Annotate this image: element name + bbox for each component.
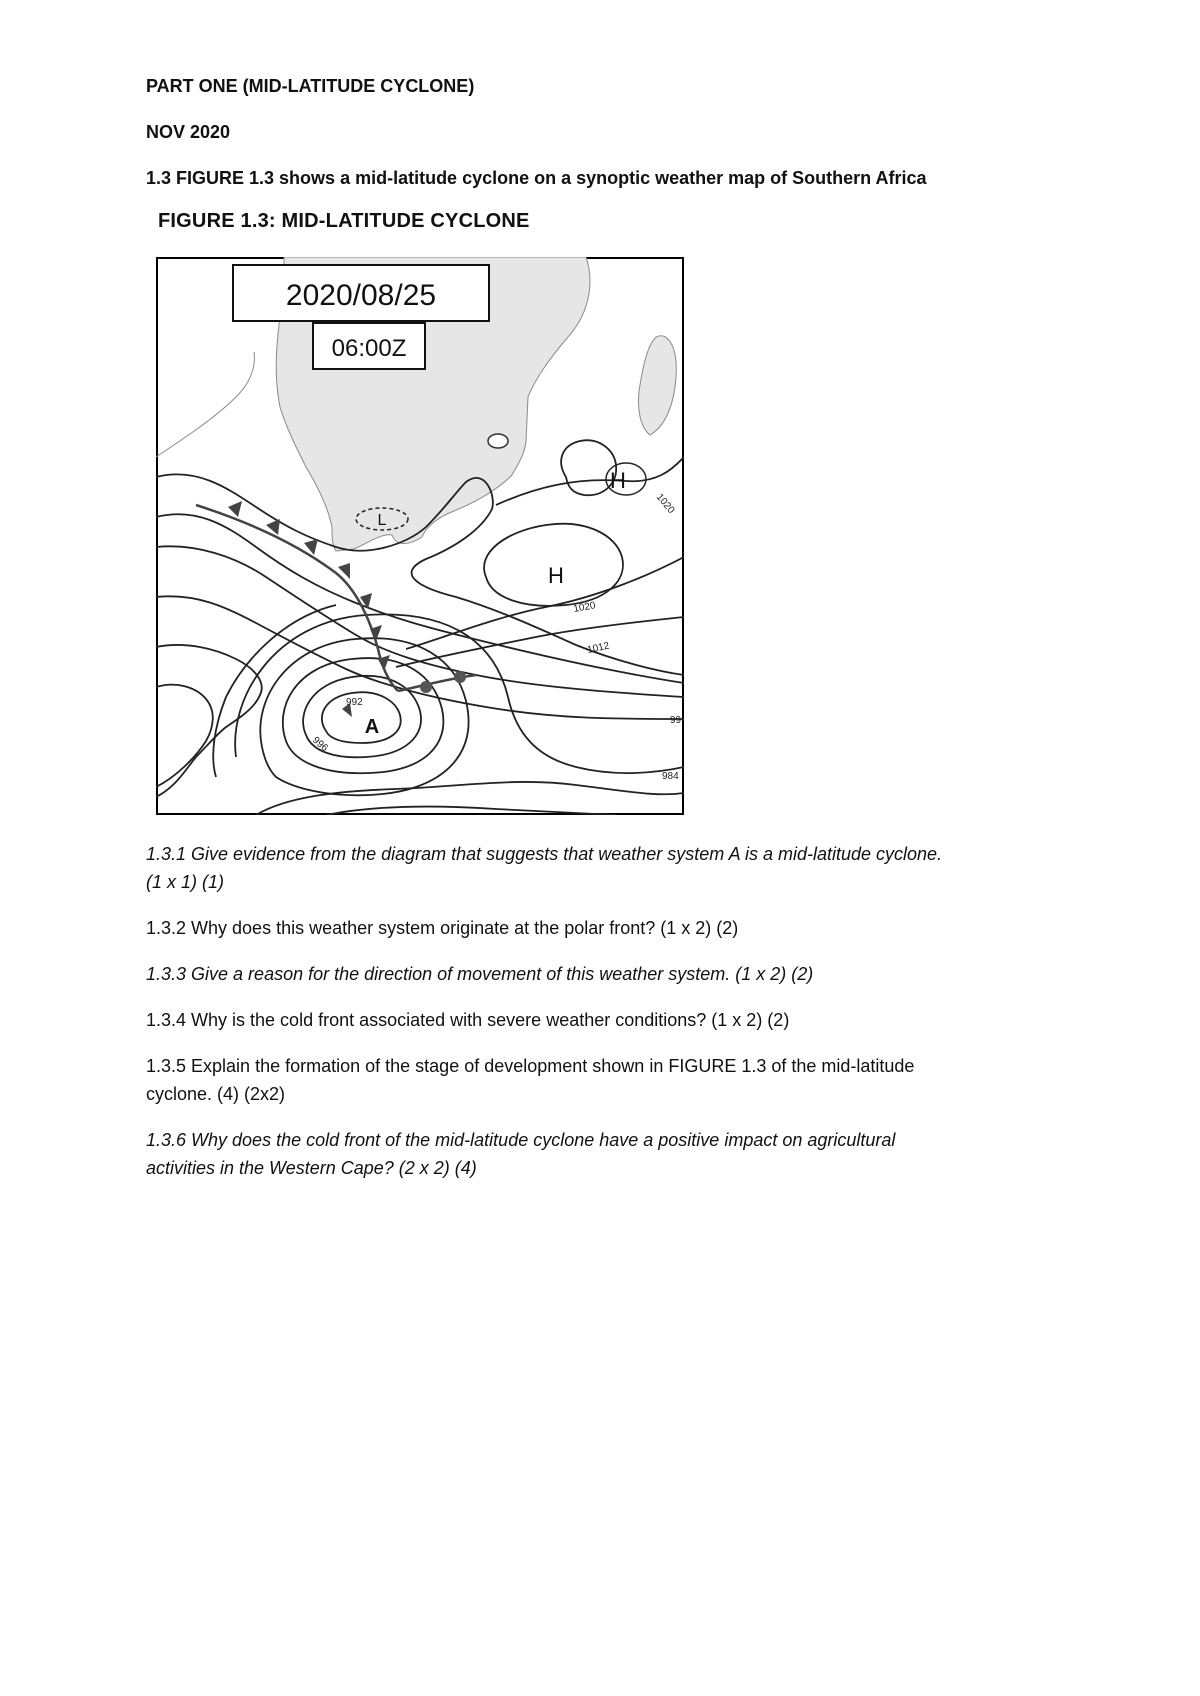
question-1-3-2: 1.3.2 Why does this weather system originate at the polar front? (1 x 2) (2) bbox=[146, 918, 739, 938]
question-1-3-5-line1: 1.3.5 Explain the formation of the stage of development shown in FIGURE 1.3 of the mid-latitude bbox=[146, 1056, 915, 1076]
question-1-3-6-line1: 1.3.6 Why does the cold front of the mid-latitude cyclone have a positive impact on agricultural bbox=[146, 1130, 896, 1150]
question-1-3-5-line2: cyclone. (4) (2x2) bbox=[146, 1084, 286, 1104]
exam-date: NOV 2020 bbox=[146, 122, 231, 142]
isobar-label-992: 992 bbox=[346, 697, 363, 708]
question-1-3-4: 1.3.4 Why is the cold front associated with severe weather conditions? (1 x 2) (2) bbox=[146, 1010, 790, 1030]
question-1-3-3: 1.3.3 Give a reason for the direction of movement of this weather system. (1 x 2) (2) bbox=[146, 964, 814, 984]
part-title: PART ONE (MID-LATITUDE CYCLONE) bbox=[146, 76, 475, 96]
high-pressure-label-center: H bbox=[548, 563, 564, 588]
system-a-label: A bbox=[364, 716, 380, 738]
synoptic-weather-map bbox=[156, 257, 684, 815]
isobar-label-1020-center: 1020 bbox=[572, 600, 597, 615]
low-pressure-label: L bbox=[377, 512, 387, 529]
question-1-3-1-marks: (1 x 1) (1) bbox=[146, 872, 225, 892]
isobar-label-1020-east: 1020 bbox=[653, 491, 677, 516]
map-time-label: 06:00Z bbox=[331, 335, 407, 362]
figure-caption: FIGURE 1.3: MID-LATITUDE CYCLONE bbox=[158, 210, 530, 232]
question-1-3-1: 1.3.1 Give evidence from the diagram that suggests that weather system A is a mid-latitude cyclone. bbox=[146, 844, 943, 864]
isobar-label-996: 996 bbox=[310, 734, 330, 755]
isobar-label-partial: 99 bbox=[670, 715, 682, 726]
isobar-label-1012: 1012 bbox=[586, 640, 611, 656]
isobar-label-984: 984 bbox=[662, 771, 679, 782]
question-1-3-6-line2: activities in the Western Cape? (2 x 2) (4) bbox=[146, 1158, 477, 1178]
map-date-label: 2020/08/25 bbox=[285, 279, 437, 312]
question-intro: 1.3 FIGURE 1.3 shows a mid-latitude cyclone on a synoptic weather map of Southern Africa bbox=[146, 168, 927, 188]
high-pressure-label-east: H bbox=[610, 468, 626, 493]
